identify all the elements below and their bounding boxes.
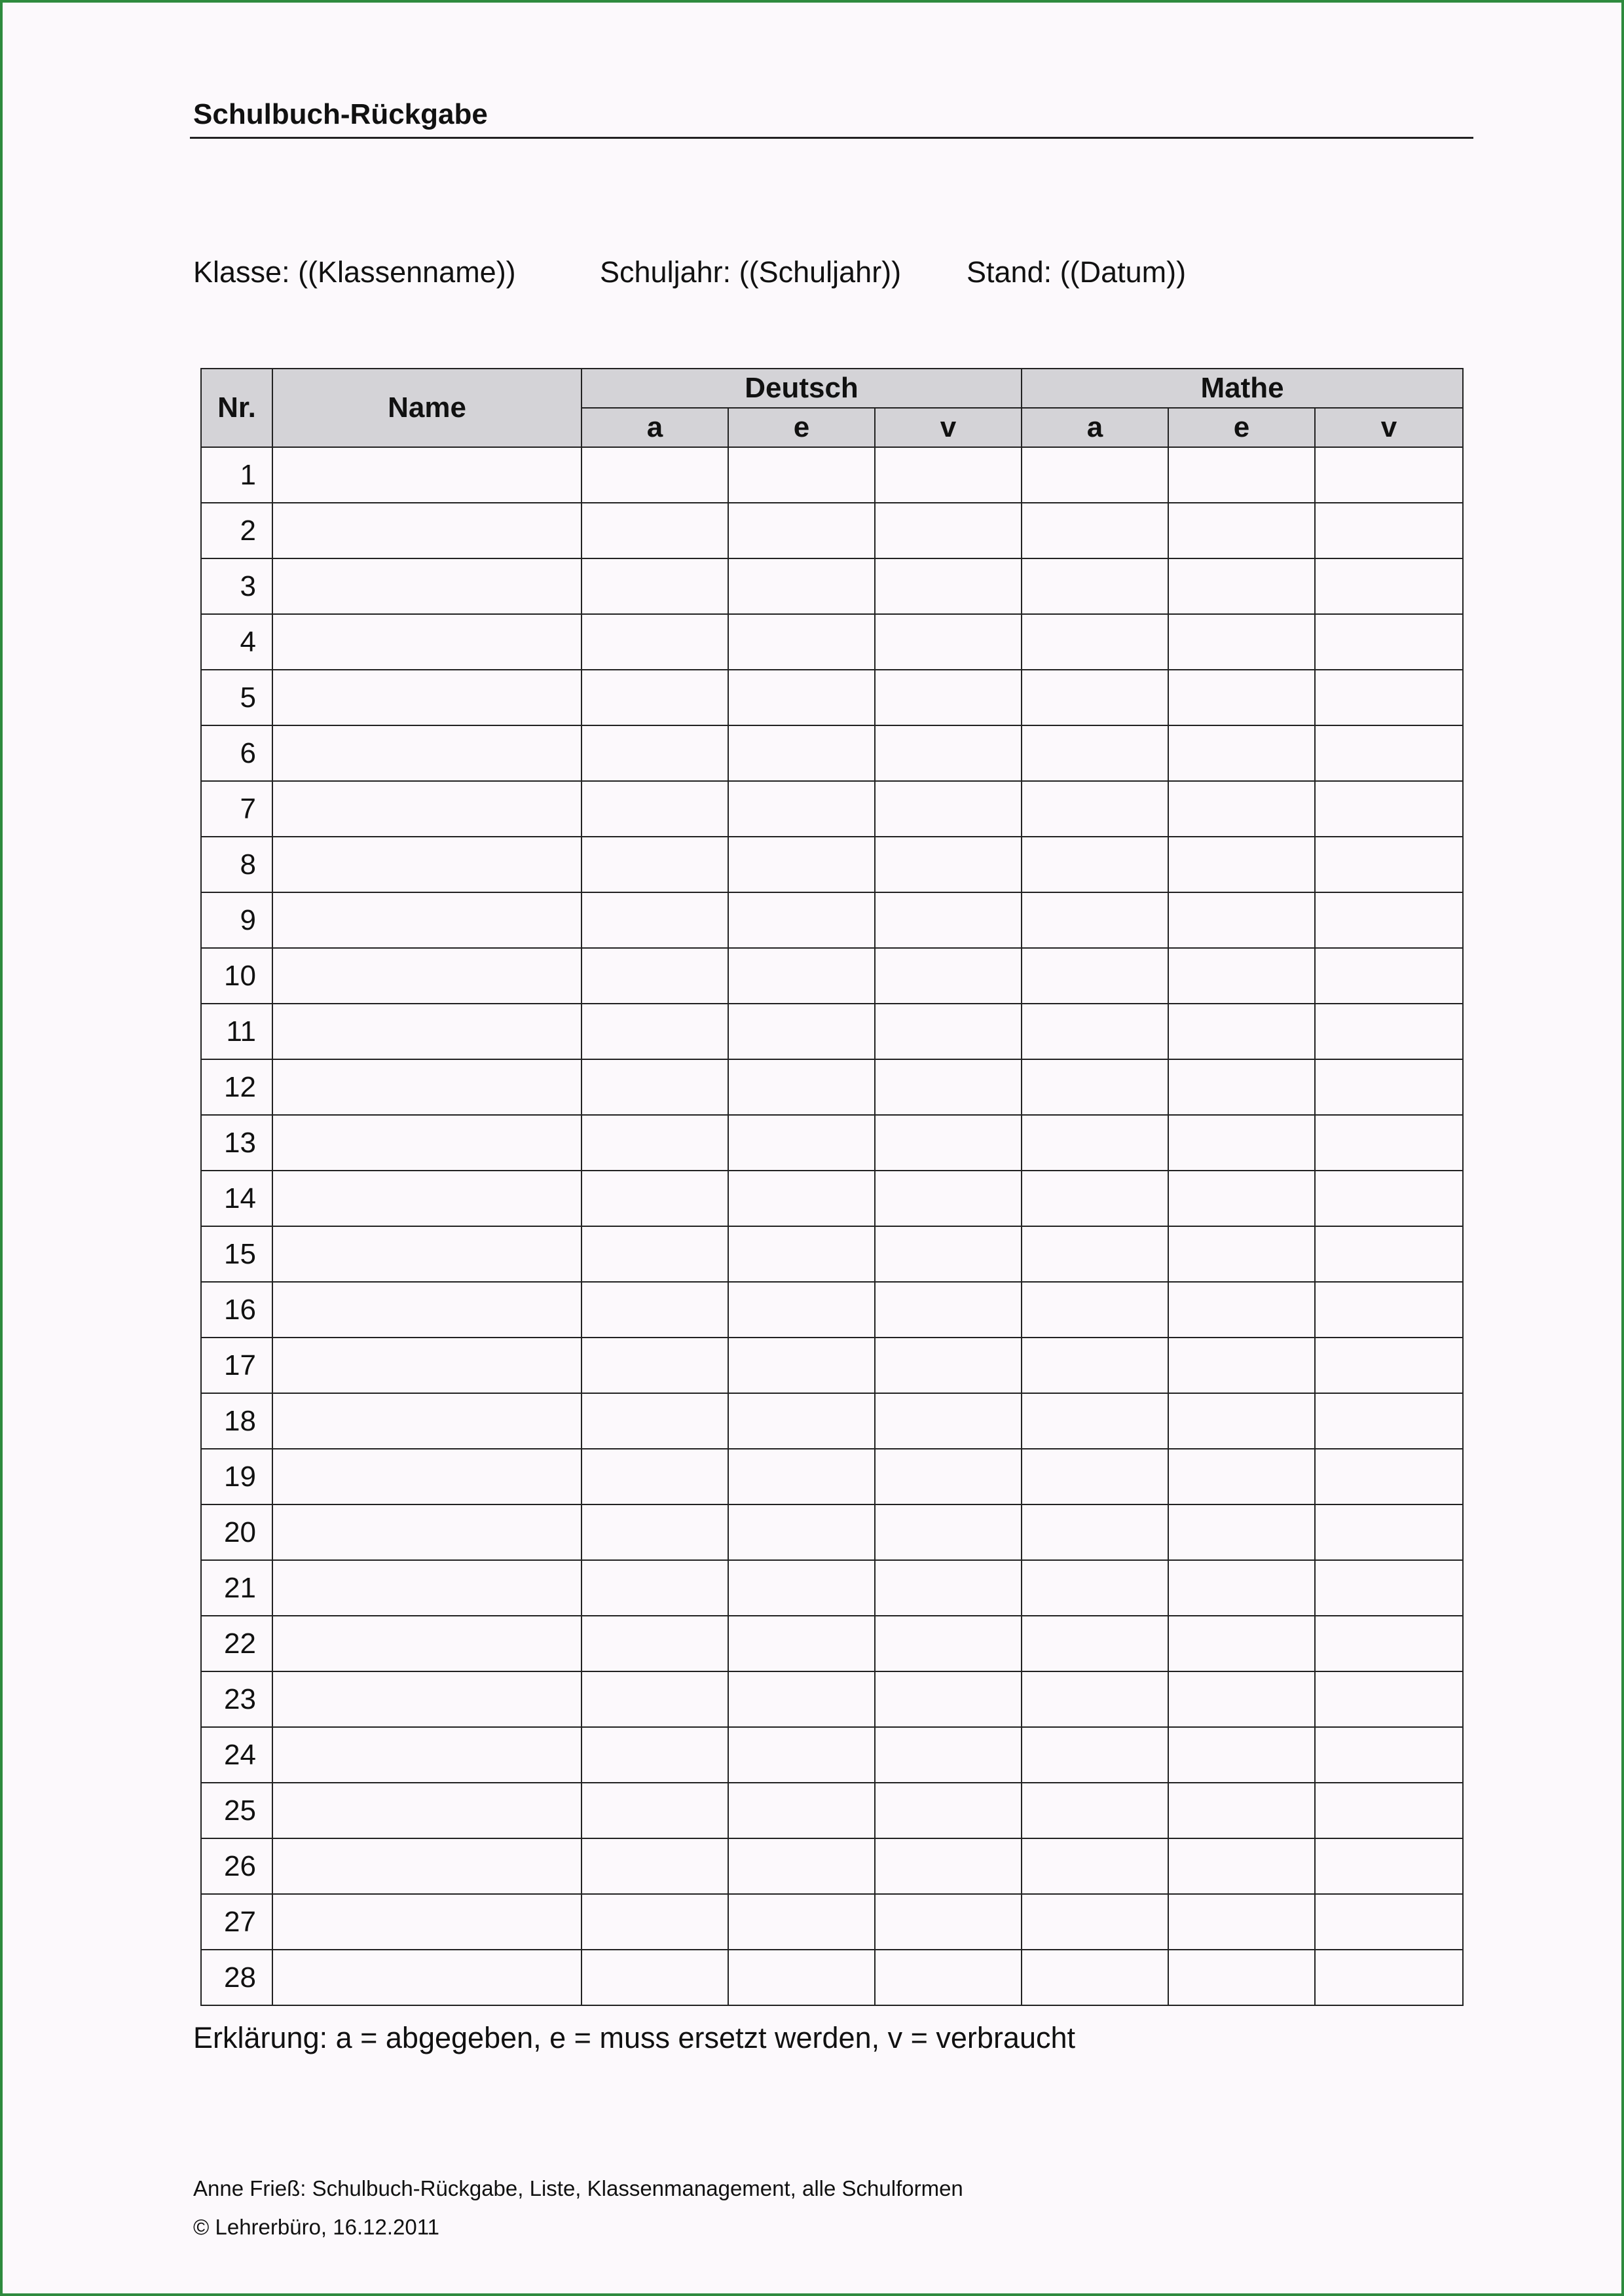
mathe-e-cell[interactable] [1168,837,1315,892]
name-cell[interactable] [272,1616,581,1671]
deutsch-v-cell[interactable] [875,1115,1022,1171]
table-row [201,614,1463,670]
deutsch-v-cell[interactable] [875,614,1022,670]
table-row [201,948,1463,1004]
mathe-a-cell[interactable] [1022,1004,1168,1059]
deutsch-e-cell[interactable] [728,725,875,781]
name-cell[interactable] [272,1115,581,1171]
mathe-a-cell[interactable] [1022,670,1168,725]
row-number: 21 [201,1560,272,1616]
row-number: 22 [201,1616,272,1671]
row-number: 18 [201,1393,272,1449]
mathe-a-cell[interactable] [1022,1282,1168,1338]
name-cell[interactable] [272,725,581,781]
row-number: 17 [201,1338,272,1393]
deutsch-a-cell[interactable] [581,1727,728,1783]
mathe-e-cell[interactable] [1168,1226,1315,1282]
deutsch-a-cell[interactable] [581,1950,728,2005]
return-table [200,368,1464,2006]
deutsch-e-cell[interactable] [728,781,875,837]
row-number: 28 [201,1950,272,2005]
name-cell[interactable] [272,1727,581,1783]
row-number: 20 [201,1504,272,1560]
row-number: 11 [201,1004,272,1059]
deutsch-v-cell[interactable] [875,1504,1022,1560]
deutsch-v-cell[interactable] [875,725,1022,781]
title-underline [190,137,1473,139]
mathe-a-cell[interactable] [1022,1059,1168,1115]
deutsch-e-cell[interactable] [728,614,875,670]
deutsch-a-cell[interactable] [581,1004,728,1059]
mathe-e-cell[interactable] [1168,1616,1315,1671]
row-number: 2 [201,503,272,558]
deutsch-a-cell[interactable] [581,1226,728,1282]
meta-schuljahr: Schuljahr: ((Schuljahr)) [600,255,902,289]
table-row [201,1894,1463,1950]
mathe-e-cell[interactable] [1168,1504,1315,1560]
mathe-v-cell[interactable] [1315,1171,1463,1226]
mathe-v-cell[interactable] [1315,1004,1463,1059]
table-row [201,1282,1463,1338]
name-cell[interactable] [272,837,581,892]
name-cell[interactable] [272,1950,581,2005]
deutsch-v-cell[interactable] [875,1004,1022,1059]
deutsch-v-cell[interactable] [875,1783,1022,1838]
mathe-v-cell[interactable] [1315,670,1463,725]
mathe-e-cell[interactable] [1168,1282,1315,1338]
header-group-mathe: Mathe [1022,369,1463,408]
deutsch-v-cell[interactable] [875,1338,1022,1393]
deutsch-v-cell[interactable] [875,1838,1022,1894]
name-cell[interactable] [272,558,581,614]
mathe-e-cell[interactable] [1168,1171,1315,1226]
name-cell[interactable] [272,1504,581,1560]
deutsch-e-cell[interactable] [728,1727,875,1783]
deutsch-a-cell[interactable] [581,1560,728,1616]
mathe-v-cell[interactable] [1315,1059,1463,1115]
row-number: 5 [201,670,272,725]
deutsch-v-cell[interactable] [875,948,1022,1004]
table-row [201,837,1463,892]
table-row [201,1671,1463,1727]
table-row [201,447,1463,503]
deutsch-a-cell[interactable] [581,1338,728,1393]
deutsch-a-cell[interactable] [581,1783,728,1838]
deutsch-v-cell[interactable] [875,1059,1022,1115]
header-name: Name [272,369,581,447]
table-row [201,1338,1463,1393]
deutsch-e-cell[interactable] [728,1393,875,1449]
deutsch-v-cell[interactable] [875,1171,1022,1226]
mathe-a-cell[interactable] [1022,1449,1168,1504]
mathe-v-cell[interactable] [1315,1894,1463,1950]
header-mathe-v: v [1315,408,1463,447]
mathe-v-cell[interactable] [1315,1504,1463,1560]
deutsch-v-cell[interactable] [875,1616,1022,1671]
deutsch-v-cell[interactable] [875,1894,1022,1950]
table-row [201,1560,1463,1616]
deutsch-a-cell[interactable] [581,781,728,837]
mathe-e-cell[interactable] [1168,892,1315,948]
name-cell[interactable] [272,1671,581,1727]
footer-credit: Anne Frieß: Schulbuch-Rückgabe, Liste, Klassenmanagement, alle Schulformen [193,2176,963,2200]
deutsch-v-cell[interactable] [875,892,1022,948]
deutsch-a-cell[interactable] [581,1671,728,1727]
table-row [201,503,1463,558]
table-row [201,1950,1463,2005]
mathe-v-cell[interactable] [1315,1393,1463,1449]
mathe-a-cell[interactable] [1022,558,1168,614]
mathe-v-cell[interactable] [1315,558,1463,614]
deutsch-e-cell[interactable] [728,447,875,503]
deutsch-v-cell[interactable] [875,1727,1022,1783]
deutsch-v-cell[interactable] [875,1671,1022,1727]
mathe-a-cell[interactable] [1022,1504,1168,1560]
mathe-a-cell[interactable] [1022,1671,1168,1727]
mathe-e-cell[interactable] [1168,1393,1315,1449]
deutsch-e-cell[interactable] [728,1059,875,1115]
name-cell[interactable] [272,1838,581,1894]
deutsch-e-cell[interactable] [728,1783,875,1838]
deutsch-v-cell[interactable] [875,1449,1022,1504]
row-number: 8 [201,837,272,892]
mathe-a-cell[interactable] [1022,1838,1168,1894]
mathe-e-cell[interactable] [1168,1671,1315,1727]
mathe-e-cell[interactable] [1168,725,1315,781]
mathe-a-cell[interactable] [1022,1560,1168,1616]
mathe-v-cell[interactable] [1315,1671,1463,1727]
mathe-e-cell[interactable] [1168,614,1315,670]
deutsch-a-cell[interactable] [581,1616,728,1671]
deutsch-e-cell[interactable] [728,948,875,1004]
deutsch-a-cell[interactable] [581,1504,728,1560]
mathe-a-cell[interactable] [1022,1338,1168,1393]
header-mathe-a: a [1022,408,1168,447]
mathe-v-cell[interactable] [1315,1560,1463,1616]
name-cell[interactable] [272,447,581,503]
header-mathe-e: e [1168,408,1315,447]
mathe-v-cell[interactable] [1315,1449,1463,1504]
mathe-e-cell[interactable] [1168,1004,1315,1059]
footer-copyright: © Lehrerbüro, 16.12.2011 [193,2215,439,2239]
mathe-v-cell[interactable] [1315,1616,1463,1671]
name-cell[interactable] [272,670,581,725]
name-cell[interactable] [272,1338,581,1393]
document-title: Schulbuch-Rückgabe [193,98,488,130]
table-row [201,558,1463,614]
deutsch-e-cell[interactable] [728,1838,875,1894]
deutsch-e-cell[interactable] [728,1226,875,1282]
deutsch-a-cell[interactable] [581,503,728,558]
mathe-a-cell[interactable] [1022,1783,1168,1838]
deutsch-e-cell[interactable] [728,1616,875,1671]
deutsch-e-cell[interactable] [728,670,875,725]
mathe-a-cell[interactable] [1022,1393,1168,1449]
deutsch-a-cell[interactable] [581,614,728,670]
name-cell[interactable] [272,1449,581,1504]
deutsch-v-cell[interactable] [875,1393,1022,1449]
name-cell[interactable] [272,1171,581,1226]
table-row [201,1504,1463,1560]
table-row [201,1059,1463,1115]
row-number: 25 [201,1783,272,1838]
deutsch-v-cell[interactable] [875,670,1022,725]
mathe-v-cell[interactable] [1315,948,1463,1004]
mathe-e-cell[interactable] [1168,1059,1315,1115]
header-deutsch-e: e [728,408,875,447]
mathe-e-cell[interactable] [1168,1783,1315,1838]
mathe-e-cell[interactable] [1168,503,1315,558]
table-row [201,1004,1463,1059]
header-nr: Nr. [201,369,272,447]
deutsch-v-cell[interactable] [875,1226,1022,1282]
table-row [201,1226,1463,1282]
mathe-a-cell[interactable] [1022,503,1168,558]
row-number: 13 [201,1115,272,1171]
deutsch-v-cell[interactable] [875,781,1022,837]
mathe-e-cell[interactable] [1168,1115,1315,1171]
deutsch-v-cell[interactable] [875,447,1022,503]
deutsch-e-cell[interactable] [728,1671,875,1727]
mathe-v-cell[interactable] [1315,447,1463,503]
deutsch-a-cell[interactable] [581,725,728,781]
mathe-e-cell[interactable] [1168,447,1315,503]
deutsch-e-cell[interactable] [728,892,875,948]
mathe-e-cell[interactable] [1168,1338,1315,1393]
table-row [201,1171,1463,1226]
mathe-a-cell[interactable] [1022,1894,1168,1950]
name-cell[interactable] [272,948,581,1004]
mathe-v-cell[interactable] [1315,1950,1463,2005]
deutsch-v-cell[interactable] [875,1950,1022,2005]
mathe-e-cell[interactable] [1168,1449,1315,1504]
deutsch-v-cell[interactable] [875,1282,1022,1338]
mathe-e-cell[interactable] [1168,558,1315,614]
mathe-e-cell[interactable] [1168,1950,1315,2005]
table-row [201,1838,1463,1894]
name-cell[interactable] [272,892,581,948]
deutsch-e-cell[interactable] [728,1560,875,1616]
name-cell[interactable] [272,1059,581,1115]
deutsch-v-cell[interactable] [875,558,1022,614]
mathe-a-cell[interactable] [1022,1226,1168,1282]
deutsch-a-cell[interactable] [581,1059,728,1115]
row-number: 6 [201,725,272,781]
table-row [201,725,1463,781]
name-cell[interactable] [272,781,581,837]
row-number: 1 [201,447,272,503]
deutsch-a-cell[interactable] [581,837,728,892]
mathe-v-cell[interactable] [1315,781,1463,837]
mathe-e-cell[interactable] [1168,948,1315,1004]
meta-stand: Stand: ((Datum)) [967,255,1187,289]
mathe-v-cell[interactable] [1315,1282,1463,1338]
mathe-a-cell[interactable] [1022,447,1168,503]
deutsch-e-cell[interactable] [728,1950,875,2005]
deutsch-v-cell[interactable] [875,837,1022,892]
deutsch-a-cell[interactable] [581,1115,728,1171]
mathe-v-cell[interactable] [1315,1115,1463,1171]
table-row [201,1449,1463,1504]
row-number: 19 [201,1449,272,1504]
deutsch-a-cell[interactable] [581,670,728,725]
deutsch-a-cell[interactable] [581,1282,728,1338]
mathe-e-cell[interactable] [1168,1838,1315,1894]
deutsch-e-cell[interactable] [728,1449,875,1504]
deutsch-e-cell[interactable] [728,1004,875,1059]
deutsch-e-cell[interactable] [728,1115,875,1171]
table-row [201,1115,1463,1171]
row-number: 27 [201,1894,272,1950]
deutsch-a-cell[interactable] [581,1894,728,1950]
mathe-e-cell[interactable] [1168,781,1315,837]
deutsch-e-cell[interactable] [728,558,875,614]
mathe-a-cell[interactable] [1022,948,1168,1004]
name-cell[interactable] [272,1393,581,1449]
deutsch-a-cell[interactable] [581,447,728,503]
row-number: 15 [201,1226,272,1282]
legend-explanation: Erklärung: a = abgegeben, e = muss ersetzt werden, v = verbraucht [193,2021,1076,2054]
deutsch-e-cell[interactable] [728,1894,875,1950]
mathe-a-cell[interactable] [1022,1171,1168,1226]
mathe-a-cell[interactable] [1022,1950,1168,2005]
deutsch-e-cell[interactable] [728,1282,875,1338]
deutsch-a-cell[interactable] [581,892,728,948]
deutsch-a-cell[interactable] [581,1838,728,1894]
table-body [201,447,1463,2005]
table-row [201,670,1463,725]
mathe-v-cell[interactable] [1315,1727,1463,1783]
deutsch-e-cell[interactable] [728,1171,875,1226]
table-row [201,1783,1463,1838]
row-number: 3 [201,558,272,614]
table-row [201,1393,1463,1449]
name-cell[interactable] [272,503,581,558]
header-deutsch-v: v [875,408,1022,447]
deutsch-e-cell[interactable] [728,1338,875,1393]
mathe-a-cell[interactable] [1022,1616,1168,1671]
name-cell[interactable] [272,1282,581,1338]
name-cell[interactable] [272,1226,581,1282]
table-row [201,1727,1463,1783]
deutsch-a-cell[interactable] [581,1449,728,1504]
mathe-v-cell[interactable] [1315,1338,1463,1393]
deutsch-a-cell[interactable] [581,948,728,1004]
header-deutsch-a: a [581,408,728,447]
row-number: 26 [201,1838,272,1894]
mathe-a-cell[interactable] [1022,1115,1168,1171]
name-cell[interactable] [272,1560,581,1616]
mathe-e-cell[interactable] [1168,1560,1315,1616]
deutsch-a-cell[interactable] [581,1393,728,1449]
table-row [201,1616,1463,1671]
deutsch-a-cell[interactable] [581,1171,728,1226]
row-number: 23 [201,1671,272,1727]
deutsch-v-cell[interactable] [875,503,1022,558]
deutsch-a-cell[interactable] [581,558,728,614]
mathe-v-cell[interactable] [1315,503,1463,558]
row-number: 14 [201,1171,272,1226]
row-number: 24 [201,1727,272,1783]
row-number: 10 [201,948,272,1004]
mathe-a-cell[interactable] [1022,837,1168,892]
header-group-deutsch: Deutsch [581,369,1022,408]
name-cell[interactable] [272,1894,581,1950]
name-cell[interactable] [272,1783,581,1838]
name-cell[interactable] [272,1004,581,1059]
mathe-a-cell[interactable] [1022,781,1168,837]
mathe-v-cell[interactable] [1315,1838,1463,1894]
meta-klasse: Klasse: ((Klassenname)) [193,255,516,289]
row-number: 7 [201,781,272,837]
mathe-e-cell[interactable] [1168,1727,1315,1783]
table-row [201,781,1463,837]
mathe-v-cell[interactable] [1315,892,1463,948]
table-row [201,892,1463,948]
mathe-a-cell[interactable] [1022,892,1168,948]
mathe-e-cell[interactable] [1168,1894,1315,1950]
mathe-a-cell[interactable] [1022,725,1168,781]
row-number: 16 [201,1282,272,1338]
mathe-a-cell[interactable] [1022,614,1168,670]
row-number: 4 [201,614,272,670]
mathe-e-cell[interactable] [1168,670,1315,725]
mathe-v-cell[interactable] [1315,725,1463,781]
deutsch-e-cell[interactable] [728,503,875,558]
deutsch-v-cell[interactable] [875,1560,1022,1616]
row-number: 9 [201,892,272,948]
mathe-v-cell[interactable] [1315,1783,1463,1838]
deutsch-e-cell[interactable] [728,1504,875,1560]
row-number: 12 [201,1059,272,1115]
deutsch-e-cell[interactable] [728,837,875,892]
mathe-v-cell[interactable] [1315,614,1463,670]
mathe-a-cell[interactable] [1022,1727,1168,1783]
name-cell[interactable] [272,614,581,670]
mathe-v-cell[interactable] [1315,837,1463,892]
mathe-v-cell[interactable] [1315,1226,1463,1282]
